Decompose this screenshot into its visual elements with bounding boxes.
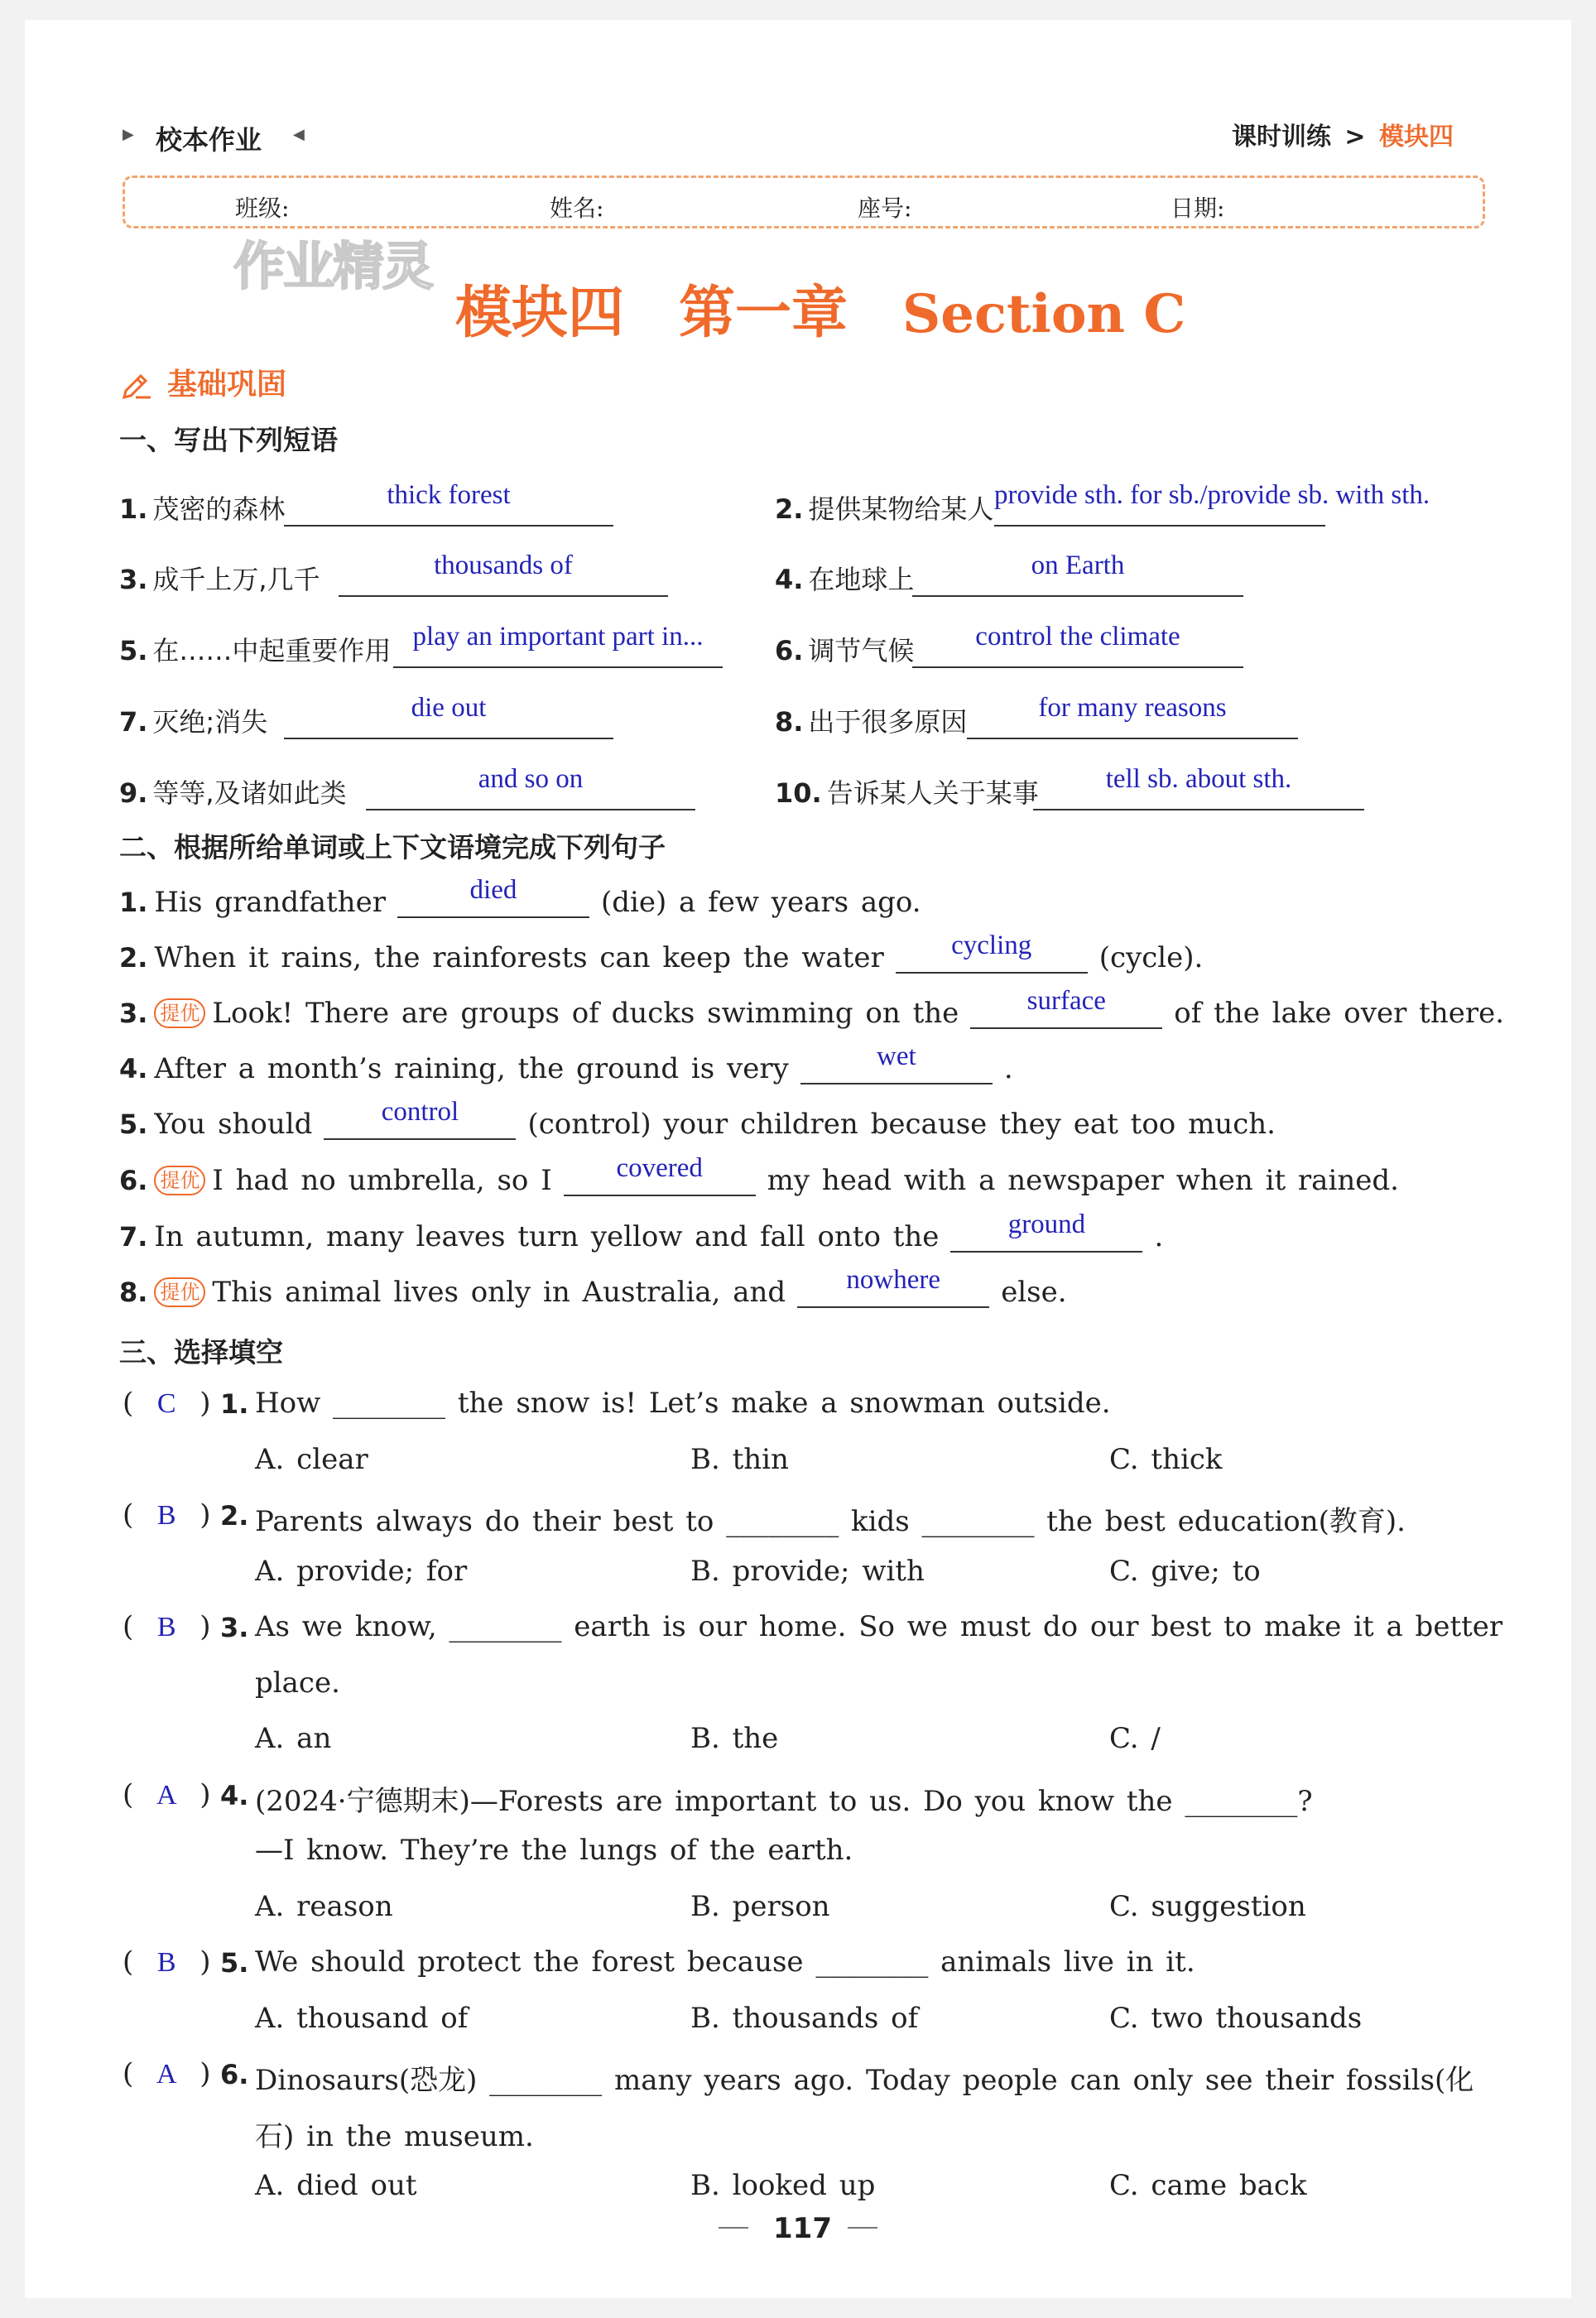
page-number-dash-right <box>848 2227 877 2229</box>
question-number: 3. <box>220 1612 249 1643</box>
question-text: 石) in the museum. <box>255 2119 534 2153</box>
question-text: Parents always do their best to ________ kids ________ the best education(教育). <box>255 1505 1406 1538</box>
header-left-label: 校本作业 <box>156 124 262 156</box>
sentence-blank <box>324 1097 516 1140</box>
handwritten-answer: on Earth <box>1031 551 1125 580</box>
sentence-after: . <box>1003 1052 1013 1085</box>
choice-option: C. thick <box>1109 1442 1223 1476</box>
sentence-blank <box>970 986 1162 1029</box>
handwritten-answer: surface <box>1026 986 1106 1016</box>
sentence-blank <box>797 1265 989 1308</box>
question-text: How ________ the snow is! Let’s make a snowman outside. <box>255 1387 1111 1420</box>
phrase-item <box>119 630 391 668</box>
sentence-number: 1. <box>119 887 148 918</box>
handwritten-answer: provide sth. for sb./provide sb. with sth. <box>994 480 1430 510</box>
choice-option: B. the <box>690 1722 779 1755</box>
choice-option: C. came back <box>1109 2169 1307 2202</box>
answer-parentheses <box>123 1387 211 1420</box>
phrase-number: 2. <box>775 493 804 525</box>
handwritten-choice: A <box>156 1779 177 1811</box>
phrase-number: 10. <box>775 777 822 809</box>
handwritten-answer: wet <box>877 1041 916 1071</box>
handwritten-answer: ground <box>1007 1209 1086 1239</box>
paren-close: ) <box>200 1945 211 1979</box>
handwritten-answer: play an important part in... <box>412 622 704 652</box>
choice-option: B. thin <box>690 1442 789 1476</box>
question-text: place. <box>255 1666 340 1700</box>
sentence-after: else. <box>1001 1276 1067 1309</box>
answer-blank <box>393 666 723 668</box>
sentence-number: 3. <box>119 998 148 1029</box>
answer-parentheses <box>123 2057 211 2090</box>
question-number: 4. <box>220 1779 249 1811</box>
sentence-item <box>119 1153 1399 1197</box>
choice-option: B. person <box>690 1889 830 1923</box>
answer-blank <box>284 738 613 739</box>
name-field-label: 姓名: <box>550 195 604 222</box>
paren-close: ) <box>200 2057 211 2090</box>
answer-parentheses <box>123 1610 211 1643</box>
paren-open: ( <box>123 1387 134 1420</box>
phrase-item <box>119 772 347 810</box>
sentence-after: (die) a few years ago. <box>600 886 921 919</box>
choice-option: B. provide; with <box>690 1554 925 1588</box>
sentence-before: I had no umbrella, so I <box>212 1164 552 1197</box>
part1-heading: 一、写出下列短语 <box>119 424 338 456</box>
answer-blank <box>912 595 1243 597</box>
phrase-prompt: 在……中起重要作用 <box>152 635 392 666</box>
handwritten-answer: nowhere <box>846 1265 940 1295</box>
phrase-item <box>775 488 993 527</box>
sentence-blank <box>397 875 589 918</box>
back-triangle-icon: ◀ <box>293 126 305 143</box>
header-breadcrumb <box>1232 116 1454 152</box>
page-title <box>455 268 1185 349</box>
worksheet-page <box>25 20 1571 2298</box>
sentence-item <box>119 986 1505 1030</box>
answer-parentheses <box>123 1945 211 1979</box>
sentence-before: In autumn, many leaves turn yellow and fall onto the <box>154 1220 940 1253</box>
question-number: 5. <box>220 1947 249 1979</box>
paren-open: ( <box>123 1610 134 1643</box>
part3-heading: 三、选择填空 <box>119 1336 283 1368</box>
choice-option: A. clear <box>255 1442 368 1476</box>
handwritten-answer: for many reasons <box>1038 693 1227 723</box>
phrase-item <box>119 488 285 527</box>
sentence-item <box>119 1041 1013 1085</box>
phrase-prompt: 调节气候 <box>808 635 915 666</box>
handwritten-answer: and so on <box>478 764 584 794</box>
phrase-prompt: 出于很多原因 <box>808 706 968 738</box>
handwritten-answer: died <box>469 875 517 905</box>
seat-field-label: 座号: <box>858 195 912 222</box>
title-section: Section C <box>902 283 1186 345</box>
handwritten-choice: B <box>156 1612 176 1642</box>
choice-option: A. died out <box>255 2169 417 2202</box>
question-number: 1. <box>220 1388 249 1420</box>
title-module: 模块四 <box>455 281 625 346</box>
phrase-prompt: 等等,及诸如此类 <box>152 777 347 809</box>
sentence-item <box>119 1097 1276 1141</box>
paren-open: ( <box>123 2057 134 2090</box>
part2-heading: 二、根据所给单词或上下文语境完成下列句子 <box>119 831 666 863</box>
phrase-prompt: 灭绝;消失 <box>152 706 268 738</box>
sentence-before: You should <box>154 1108 313 1141</box>
phrase-item <box>119 701 267 739</box>
question-text: We should protect the forest because ________ animals live in it. <box>255 1945 1195 1979</box>
sentence-before: Look! There are groups of ducks swimming on the <box>212 997 959 1030</box>
answer-parentheses <box>123 1498 211 1532</box>
answer-blank <box>912 666 1243 668</box>
sentence-item <box>119 1265 1067 1309</box>
sentence-number: 8. <box>119 1277 148 1308</box>
phrase-prompt: 成千上万,几千 <box>152 564 320 595</box>
phrase-number: 8. <box>775 706 804 738</box>
advanced-tag: 提优 <box>154 1277 205 1307</box>
answer-parentheses <box>123 1778 211 1811</box>
answer-blank <box>1033 809 1364 810</box>
answer-blank <box>284 525 613 527</box>
question-number: 6. <box>220 2059 249 2090</box>
phrase-prompt: 在地球上 <box>808 564 915 595</box>
handwritten-answer: thousands of <box>434 551 573 580</box>
choice-option: A. an <box>255 1722 332 1755</box>
paren-open: ( <box>123 1777 134 1811</box>
choice-option: A. thousand of <box>255 2001 469 2035</box>
phrase-number: 5. <box>119 635 148 666</box>
choice-option: B. looked up <box>690 2169 876 2202</box>
handwritten-answer: thick forest <box>387 480 511 510</box>
question-text: Dinosaurs(恐龙) ________ many years ago. Today people can only see their fossils(化 <box>255 2064 1474 2097</box>
handwritten-choice: C <box>156 1388 176 1419</box>
choice-option: C. two thousands <box>1109 2001 1363 2035</box>
choice-option: C. give; to <box>1109 1554 1261 1588</box>
sentence-before: After a month’s raining, the ground is very <box>154 1052 789 1085</box>
date-field-label: 日期: <box>1171 195 1225 222</box>
sentence-number: 5. <box>119 1109 148 1140</box>
paren-close: ) <box>200 1777 211 1811</box>
phrase-item <box>775 772 1039 810</box>
handwritten-answer: covered <box>616 1153 703 1183</box>
breadcrumb-separator: > <box>1344 123 1366 151</box>
paren-close: ) <box>200 1387 211 1420</box>
phrase-item <box>119 559 320 597</box>
phrase-prompt: 提供某物给某人 <box>808 493 994 525</box>
sentence-after: (cycle). <box>1098 941 1204 974</box>
handwritten-answer: cycling <box>951 931 1032 960</box>
sentence-before: His grandfather <box>154 886 386 919</box>
class-field-label: 班级: <box>235 195 290 222</box>
sentence-before: This animal lives only in Australia, and <box>212 1276 786 1309</box>
question-text: As we know, ________ earth is our home. So we must do our best to make it a better <box>255 1610 1503 1643</box>
phrase-number: 4. <box>775 564 804 595</box>
sentence-after: of the lake over there. <box>1174 997 1505 1030</box>
answer-blank <box>994 525 1325 527</box>
page-number: 117 <box>773 2212 832 2245</box>
breadcrumb-module: 模块四 <box>1379 123 1454 151</box>
sentence-item <box>119 875 921 919</box>
sentence-before: When it rains, the rainforests can keep the water <box>154 941 884 974</box>
handwritten-choice: B <box>156 1500 176 1531</box>
handwritten-answer: die out <box>411 693 487 723</box>
phrase-prompt: 茂密的森林 <box>152 493 286 525</box>
phrase-number: 3. <box>119 564 148 595</box>
phrase-number: 6. <box>775 635 804 666</box>
answer-blank <box>366 809 695 810</box>
play-triangle-icon: ▶ <box>123 126 134 143</box>
paren-close: ) <box>200 1498 211 1532</box>
page-number-dash-left <box>719 2227 748 2229</box>
question-text: (2024·宁德期末)—Forests are important to us. Do you know the ________? <box>255 1784 1313 1818</box>
sentence-blank <box>896 931 1088 974</box>
phrase-number: 9. <box>119 777 148 809</box>
sentence-item <box>119 1209 1164 1253</box>
paren-open: ( <box>123 1945 134 1979</box>
sentence-number: 6. <box>119 1165 148 1196</box>
section-label-basic: 基础巩固 <box>167 368 287 402</box>
watermark: 作业精灵 <box>233 236 433 296</box>
sentence-blank <box>800 1041 993 1084</box>
sentence-number: 2. <box>119 942 148 974</box>
advanced-tag: 提优 <box>154 1166 205 1195</box>
handwritten-choice: B <box>156 1947 176 1978</box>
choice-option: A. reason <box>255 1889 393 1923</box>
sentence-after: my head with a newspaper when it rained. <box>767 1164 1399 1197</box>
sentence-after: . <box>1154 1220 1164 1253</box>
paren-open: ( <box>123 1498 134 1532</box>
handwritten-answer: control <box>381 1097 459 1127</box>
sentence-number: 7. <box>119 1221 148 1253</box>
sentence-blank <box>564 1153 756 1196</box>
choice-option: A. provide; for <box>255 1554 468 1588</box>
phrase-item <box>775 701 967 739</box>
handwritten-answer: tell sb. about sth. <box>1105 764 1292 794</box>
phrase-number: 1. <box>119 493 148 525</box>
choice-option: C. / <box>1109 1722 1161 1755</box>
handwritten-answer: control the climate <box>975 622 1180 652</box>
advanced-tag: 提优 <box>154 998 205 1028</box>
phrase-number: 7. <box>119 706 148 738</box>
phrase-prompt: 告诉某人关于某事 <box>826 777 1039 809</box>
choice-option: C. suggestion <box>1109 1889 1306 1923</box>
answer-blank <box>967 738 1298 739</box>
sentence-number: 4. <box>119 1053 148 1084</box>
phrase-item <box>775 559 914 597</box>
choice-option: B. thousands of <box>690 2001 919 2035</box>
phrase-item <box>775 630 914 668</box>
paren-close: ) <box>200 1610 211 1643</box>
sentence-after: (control) your children because they eat too much. <box>527 1108 1276 1141</box>
answer-blank <box>339 595 668 597</box>
handwritten-choice: A <box>156 2059 177 2090</box>
student-info-box <box>123 176 1485 228</box>
breadcrumb-course: 课时训练 <box>1231 123 1331 151</box>
sentence-item <box>119 931 1204 974</box>
question-number: 2. <box>220 1500 249 1532</box>
pencil-icon <box>119 366 154 404</box>
title-chapter: 第一章 <box>679 281 848 346</box>
sentence-blank <box>950 1209 1142 1253</box>
question-text: —I know. They’re the lungs of the earth. <box>255 1834 853 1867</box>
